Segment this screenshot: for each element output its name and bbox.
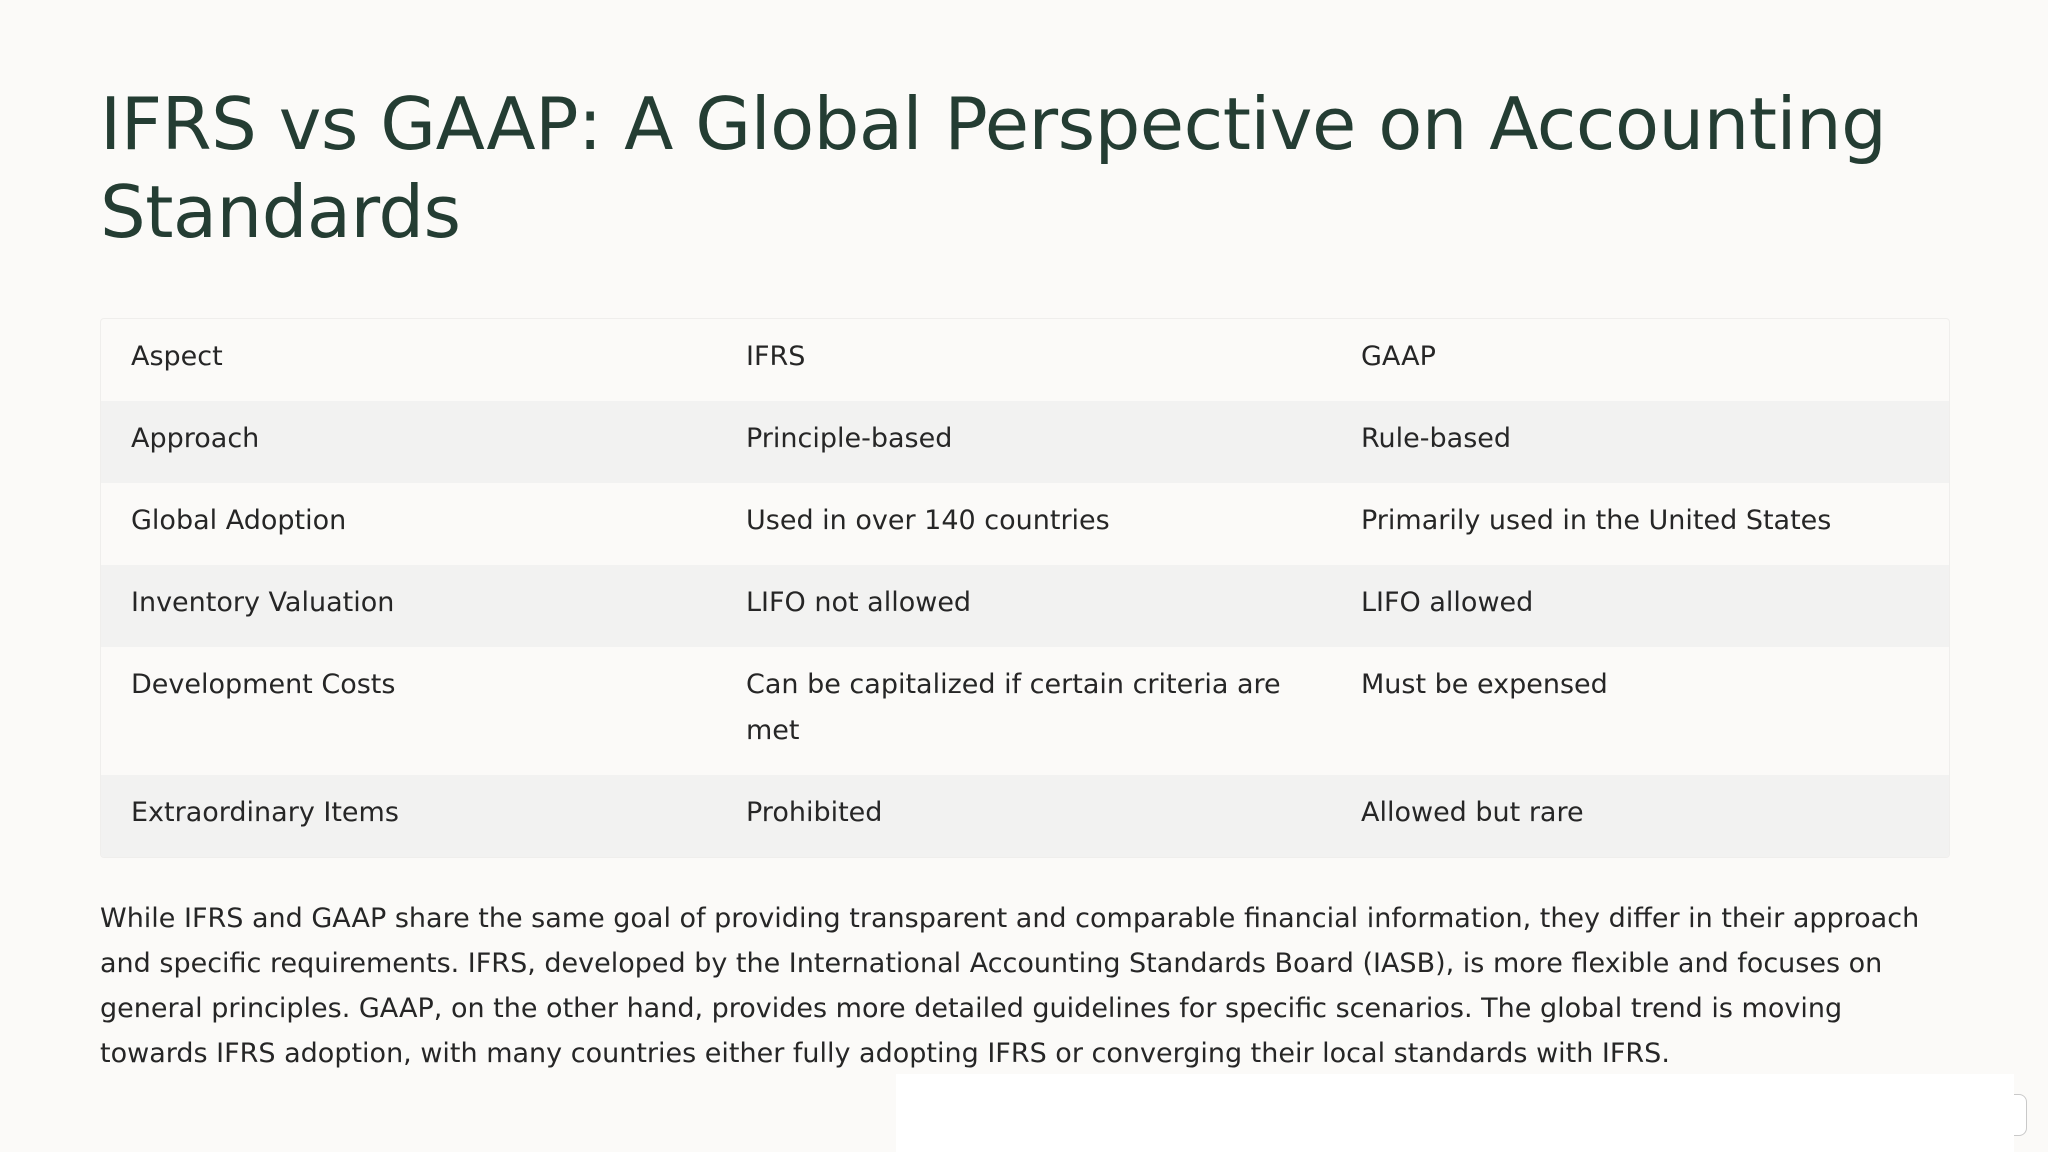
cell-aspect: Extraordinary Items [101, 775, 716, 857]
cell-gaap: Primarily used in the United States [1361, 505, 1832, 536]
table-row [101, 483, 1949, 565]
comparison-table [101, 319, 1949, 857]
page-title: IFRS vs GAAP: A Global Perspective on Accounting Standards [100, 82, 1887, 254]
cell-aspect: Approach [101, 401, 716, 483]
cell-gaap: Rule-based [1331, 401, 1949, 483]
header-ifrs: IFRS [746, 341, 806, 372]
bottom-overlay-panel [896, 1074, 2014, 1152]
panel-resize-handle[interactable] [2014, 1094, 2027, 1136]
cell-ifrs: LIFO not allowed [716, 565, 1331, 647]
cell-gaap: Allowed but rare [1331, 775, 1949, 857]
cell-ifrs: Prohibited [716, 775, 1331, 857]
table-row [101, 775, 1949, 857]
table-row [101, 647, 1949, 775]
cell-gaap: Must be expensed [1361, 669, 1608, 700]
cell-aspect: Development Costs [131, 669, 396, 700]
header-gaap: GAAP [1361, 341, 1436, 372]
table-row [101, 565, 1949, 647]
document-page [100, 80, 1948, 1076]
table-row [101, 401, 1949, 483]
cell-ifrs: Can be capitalized if certain criteria are met [746, 669, 1281, 746]
header-aspect: Aspect [131, 341, 223, 372]
table-header-row [101, 319, 1949, 401]
cell-gaap: LIFO allowed [1331, 565, 1949, 647]
cell-aspect: Inventory Valuation [101, 565, 716, 647]
summary-paragraph: While IFRS and GAAP share the same goal of providing transparent and comparable financial information, they differ in their approach and specific requirements. IFRS, developed by the International Accounting Standards Board (IASB), is more flexible and focuses on general principles. GAAP, on the other hand, provides more detailed guidelines for specific scenarios. The global trend is moving towards IFRS adoption, with many countries either fully adopting IFRS or converging their local standards with IFRS. [100, 903, 1920, 1069]
cell-ifrs: Principle-based [716, 401, 1331, 483]
cell-aspect: Global Adoption [131, 505, 347, 536]
cell-ifrs: Used in over 140 countries [746, 505, 1110, 536]
comparison-table-card [100, 318, 1950, 858]
